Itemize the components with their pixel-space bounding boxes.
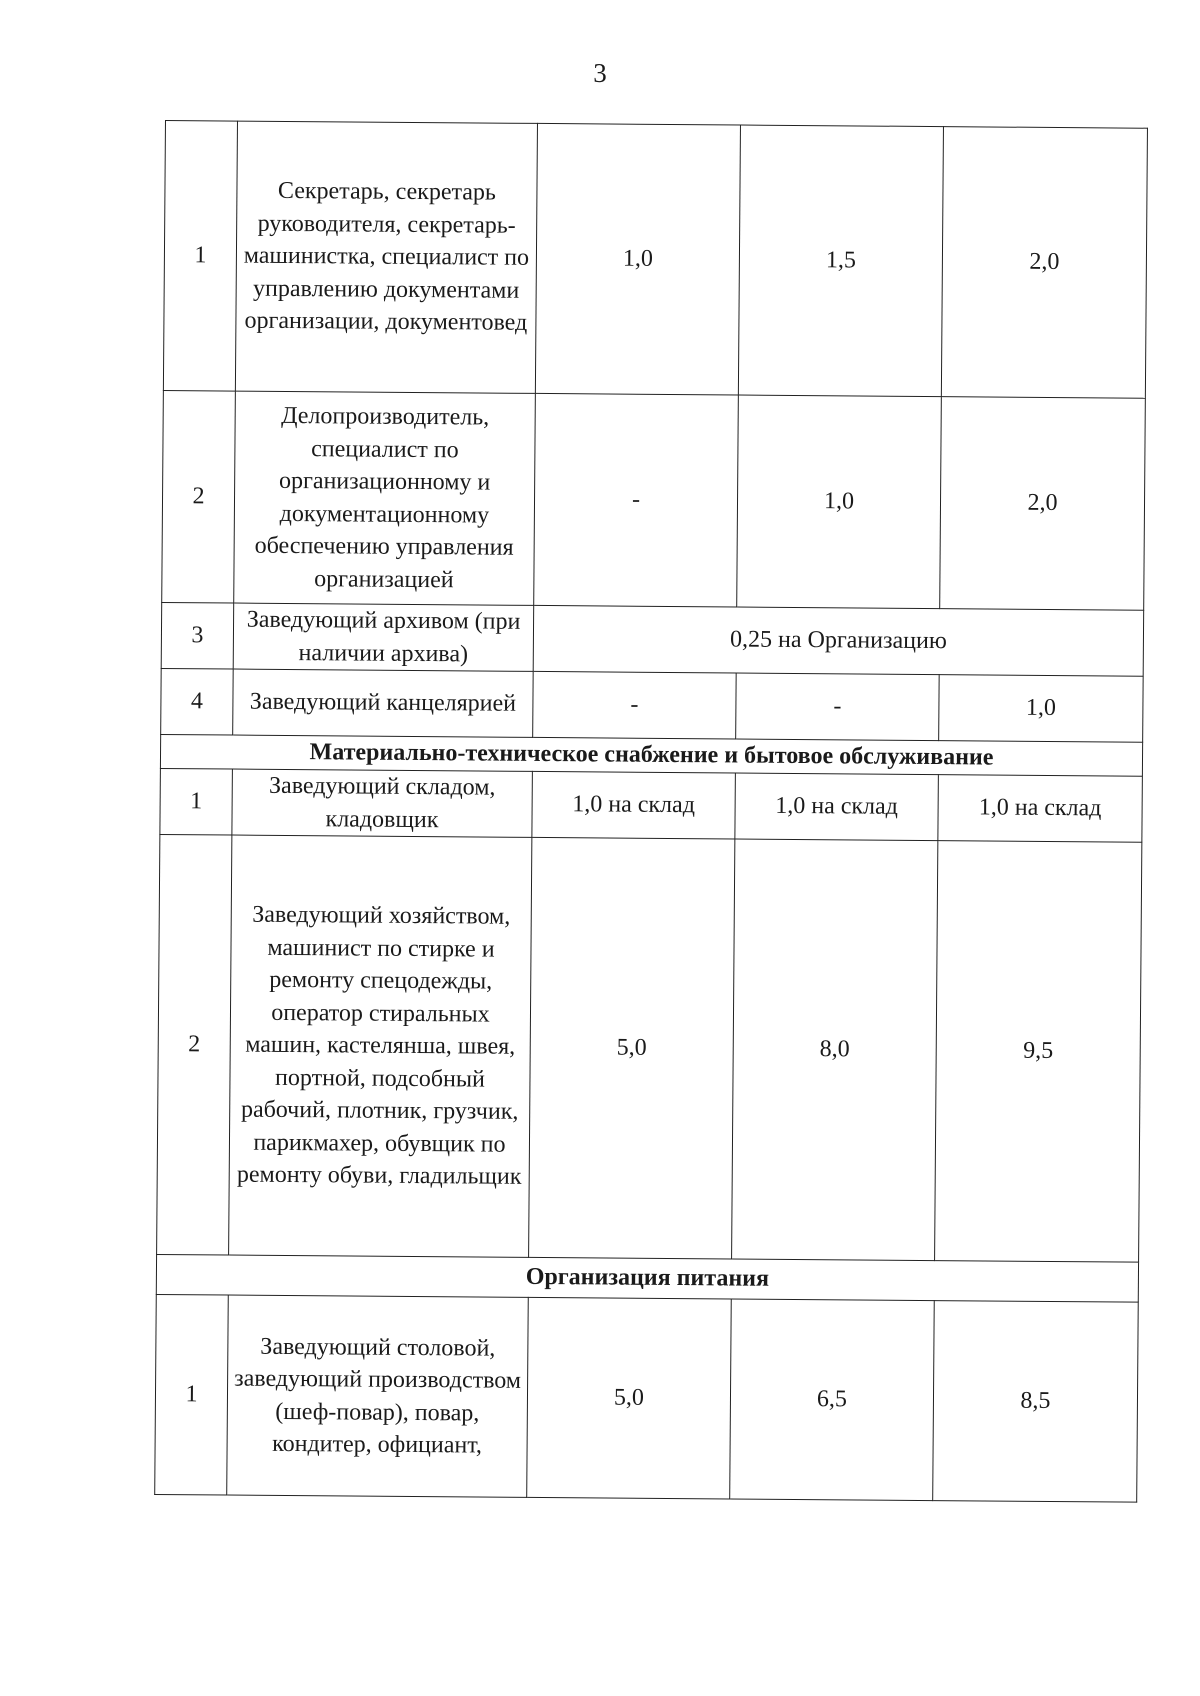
norm-value-3: 8,5 xyxy=(933,1301,1139,1503)
table-row xyxy=(163,121,1147,399)
row-number: 1 xyxy=(155,1294,229,1495)
position-title: Заведующий хозяйством, машинист по стирке и ремонту спецодежды, оператор стиральных машин, кастелянша, швея, портной, подсобный рабочий, плотник, грузчик, парикмахер, обувщик по ремонту обуви, гладильщик xyxy=(229,835,532,1257)
norm-value-1: - xyxy=(534,393,739,607)
table-row xyxy=(160,768,1142,842)
table-row xyxy=(162,390,1146,610)
norm-value-1: 1,0 xyxy=(535,123,740,395)
row-number: 2 xyxy=(162,390,236,603)
norm-value-1: - xyxy=(533,671,737,739)
norm-value-2: 1,5 xyxy=(738,125,943,397)
norm-value-1: 1,0 на склад xyxy=(532,771,736,839)
norm-value-1: 5,0 xyxy=(529,837,735,1259)
row-number: 1 xyxy=(160,768,233,835)
section-title: Материально-техническое снабжение и бытовое обслуживание xyxy=(160,734,1142,776)
norm-value-3: 1,0 xyxy=(939,675,1144,743)
section-title: Организация питания xyxy=(156,1254,1138,1302)
norm-value-3: 1,0 на склад xyxy=(938,775,1143,843)
table-row xyxy=(157,834,1142,1262)
norm-value-3: 2,0 xyxy=(940,397,1146,611)
norm-value-2: 6,5 xyxy=(730,1299,935,1501)
norm-value-merged: 0,25 на Организацию xyxy=(533,605,1143,676)
table-row xyxy=(155,1294,1139,1502)
row-number: 1 xyxy=(163,121,237,392)
page-number: 3 xyxy=(593,58,607,88)
position-title: Заведующий архивом (при наличии архива) xyxy=(233,603,534,671)
position-title: Заведующий складом, кладовщик xyxy=(232,769,533,837)
table-row xyxy=(161,668,1143,742)
norm-value-3: 9,5 xyxy=(935,841,1142,1263)
table-row xyxy=(161,602,1143,676)
position-title: Секретарь, секретарь руководителя, секретарь-машинистка, специалист по управлению документами организации, документовед xyxy=(235,121,537,393)
position-title: Делопроизводитель, специалист по организационному и документационному обеспечению управления организацией xyxy=(234,391,536,605)
staffing-table xyxy=(154,120,1148,1503)
position-title: Заведующий канцелярией xyxy=(233,669,534,737)
norm-value-2: - xyxy=(736,673,940,741)
norm-value-3: 2,0 xyxy=(941,127,1147,399)
norm-value-2: 1,0 на склад xyxy=(735,773,939,841)
row-number: 2 xyxy=(157,834,232,1255)
norm-value-1: 5,0 xyxy=(527,1297,732,1499)
row-number: 3 xyxy=(161,602,234,669)
row-number: 4 xyxy=(161,668,234,735)
position-title: Заведующий столовой, заведующий производством (шеф-повар), повар, кондитер, официант, xyxy=(227,1295,529,1497)
norm-value-2: 1,0 xyxy=(737,395,942,609)
norm-value-2: 8,0 xyxy=(732,839,938,1261)
